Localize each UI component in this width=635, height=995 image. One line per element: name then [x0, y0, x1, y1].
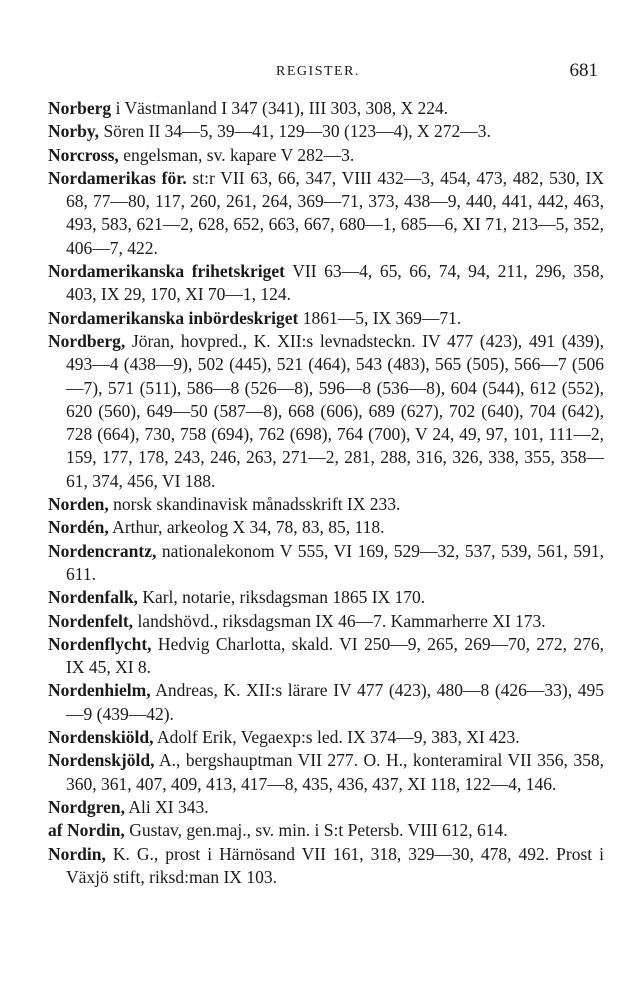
index-entry — [48, 260, 604, 307]
entry-references: Andreas, K. XII:s lärare IV 477 (423), 480—8 (426—33), 495—9 (439—42). — [66, 680, 604, 724]
entry-references: norsk skandinavisk månadsskrift IX 233. — [108, 494, 401, 515]
index-entry — [48, 726, 604, 749]
entry-headword: Nordén, — [48, 517, 109, 538]
index-entry — [48, 120, 604, 143]
index-entry — [48, 516, 604, 539]
entry-references: K. G., prost i Härnösand VII 161, 318, 329—30, 478, 492. Prost i Växjö stift, riksd:man IX 103. — [66, 843, 604, 887]
entry-references: Hedvig Charlotta, skald. VI 250—9, 265, 269—70, 272, 276, IX 45, XI 8. — [66, 633, 604, 678]
index-entry — [48, 679, 604, 726]
entry-references: landshövd., riksdagsman IX 46—7. Kammarherre XI 173. — [133, 610, 546, 631]
index-entry — [48, 749, 604, 796]
index-entry — [48, 144, 604, 167]
entry-headword: Nordenskjöld, — [48, 750, 155, 771]
entry-headword: Nordberg, — [48, 330, 126, 351]
index-entry — [48, 586, 604, 609]
entry-headword: Nordgren, — [48, 796, 125, 817]
entry-headword: Nordenskiöld, — [48, 727, 154, 748]
index-entry — [48, 330, 604, 493]
entry-references: Ali XI 343. — [124, 796, 209, 817]
entry-headword: Nordencrantz, — [48, 540, 157, 561]
entry-references: st:r VII 63, 66, 347, VIII 432—3, 454, 473, 482, 530, IX 68, 77—80, 117, 260, 261, 264, 369—71, 373, 438—9, 440, 441, 442, 463, 493, 583, 621—2, 628, 652, 663, 667, 680—1, 685—6, XI 71, 213—5, 352, 406—7, 422. — [66, 167, 604, 258]
entry-references: Arthur, arkeolog X 34, 78, 83, 85, 118. — [108, 517, 385, 538]
index-entry — [48, 819, 604, 842]
entry-headword: Nordamerikanska frihetskriget — [48, 261, 285, 282]
entry-references: Sören II 34—5, 39—41, 129—30 (123—4), X 272—3. — [99, 121, 491, 142]
entry-headword: Nordamerikas för. — [48, 167, 187, 188]
entry-references: Adolf Erik, Vegaexp:s led. IX 374—9, 383, XI 423. — [153, 727, 520, 748]
entry-references: Jöran, hovpred., K. XII:s levnadsteckn. IV 477 (423), 491 (439), 493—4 (438—9), 502 (445), 521 (464), 543 (483), 565 (505), 566—7 (506—7), 571 (511), 586—8 (526—8), 596—8 (536—8), 604 (544), 612 (552), 620 (560), 649—50 (587—8), 668 (606), 689 (627), 702 (640), 704 (642), 728 (664), 730, 758 (694), 762 (698), 764 (700), V 24, 49, 97, 101, 111—2, 159, 177, 178, 243, 246, 263, 271—2, 281, 288, 316, 326, 338, 355, 358—61, 374, 456, VI 188. — [66, 330, 604, 491]
entry-references: engelsman, sv. kapare V 282—3. — [118, 144, 355, 165]
entry-headword: Nordamerikanska inbördeskriget — [48, 307, 299, 328]
index-entry — [48, 610, 604, 633]
entry-references: 1861—5, IX 369—71. — [298, 307, 462, 328]
entry-headword: Nordenflycht, — [48, 633, 152, 654]
entry-headword: Norby, — [48, 121, 100, 142]
index-entry — [48, 633, 604, 680]
entry-headword: Nordenhielm, — [48, 680, 151, 701]
entry-headword: Nordenfalk, — [48, 587, 138, 608]
page-number: 681 — [569, 60, 598, 81]
entry-references: Karl, notarie, riksdagsman 1865 IX 170. — [137, 587, 426, 608]
entry-prefix: af — [48, 820, 67, 841]
entry-references: Gustav, gen.maj., sv. min. i S:t Petersb. VIII 612, 614. — [124, 820, 508, 841]
index-entry — [48, 167, 604, 260]
entry-references: VII 63—4, 65, 66, 74, 94, 211, 296, 358, 403, IX 29, 170, XI 70—1, 124. — [66, 261, 604, 305]
running-title: REGISTER. — [276, 64, 360, 79]
entry-headword: Nordin, — [48, 843, 106, 864]
index-entry — [48, 540, 604, 587]
index-entry — [48, 796, 604, 819]
entry-references: A., bergshauptman VII 277. O. H., konteramiral VII 356, 358, 360, 361, 407, 409, 413, 417—8, 435, 436, 437, XI 118, 122—4, 146. — [66, 750, 604, 794]
index-entry — [48, 97, 604, 120]
entry-headword: Nordin, — [66, 820, 125, 841]
entry-references: nationalekonom V 555, VI 169, 529—32, 537, 539, 561, 591, 611. — [66, 540, 604, 584]
entry-headword: Nordenfelt, — [48, 610, 134, 631]
entry-headword: Norden, — [48, 494, 109, 515]
index-entries — [48, 97, 604, 889]
index-entry — [48, 307, 604, 330]
entry-headword: Norcross, — [48, 144, 119, 165]
entry-headword: Norberg — [48, 98, 112, 118]
index-entry — [48, 493, 604, 516]
page-header — [36, 60, 600, 84]
entry-references: i Västmanland I 347 (341), III 303, 308, X 224. — [111, 98, 449, 118]
index-entry — [48, 843, 604, 890]
